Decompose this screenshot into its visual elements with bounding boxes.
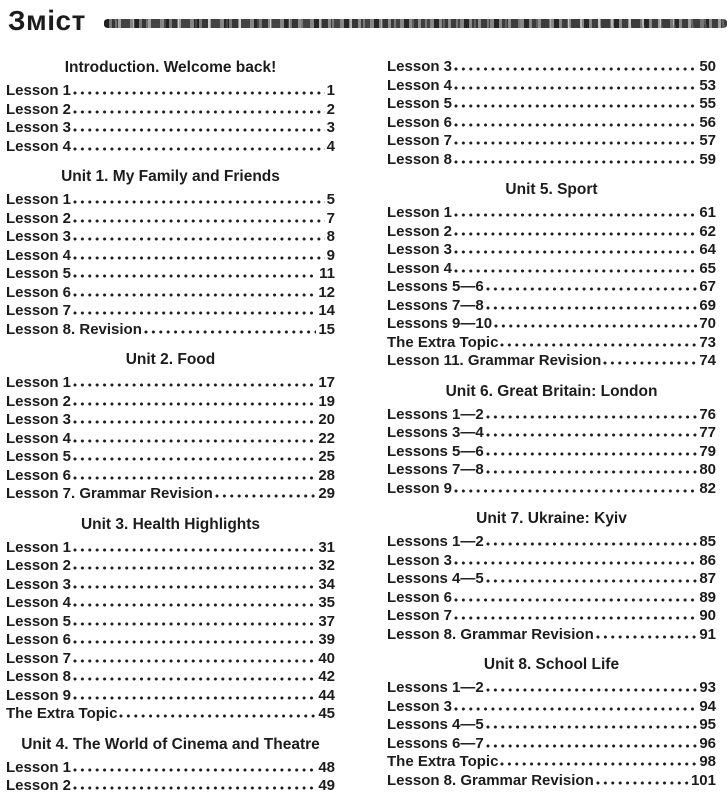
toc-entry (387, 114, 716, 133)
unit-heading: Unit 6. Great Britain: London (445, 382, 658, 400)
toc-entry-label: Lesson 2 (6, 777, 72, 794)
toc-entry-label: The Extra Topic (387, 753, 499, 770)
toc-entry (387, 260, 716, 279)
unit-heading: Unit 5. Sport (505, 181, 598, 198)
toc-entry-page: 28 (318, 466, 335, 484)
dot-leader (73, 768, 316, 772)
toc-entry-page: 53 (699, 76, 716, 94)
toc-entry (387, 132, 716, 151)
dot-leader (486, 452, 698, 456)
toc-entry-label: Lesson 3 (387, 551, 453, 569)
toc-entry-page: 31 (318, 538, 335, 556)
toc-entry (6, 613, 335, 632)
toc-entry (6, 594, 335, 613)
unit-heading: Unit 2. Food (125, 351, 216, 368)
toc-entry-label: Lessons 4—5 (387, 716, 484, 733)
dot-leader (603, 361, 697, 365)
toc-entry-page: 101 (690, 771, 716, 789)
toc-entry-label: Lessons 1—2 (387, 679, 484, 696)
toc-entry (6, 228, 335, 247)
decorative-grunge-rule (104, 19, 727, 28)
toc-entry-label: Lesson 1 (6, 374, 72, 391)
toc-entry (6, 631, 335, 650)
toc-entry-page: 77 (699, 424, 716, 441)
toc-entry-label: Lessons 7—8 (387, 296, 484, 314)
dot-leader (73, 274, 317, 278)
dot-leader (73, 585, 316, 589)
toc-entry-page: 80 (699, 461, 716, 478)
toc-entry (387, 443, 716, 462)
toc-entry-page: 59 (699, 150, 716, 168)
toc-entry-page: 9 (326, 246, 335, 264)
toc-entry (6, 210, 335, 229)
toc-entry-label: Lessons 3—4 (387, 424, 484, 441)
toc-entry (387, 753, 716, 772)
toc-entry-label: Lesson 7 (6, 649, 72, 667)
toc-entry-page: 35 (318, 594, 335, 611)
toc-entry-label: Lesson 2 (6, 392, 72, 410)
toc-entry-label: Lessons 1—2 (387, 533, 484, 550)
toc-entry-page: 64 (699, 241, 716, 258)
toc-entry-label: Lesson 6 (6, 631, 72, 648)
unit-heading: Unit 8. School Life (483, 656, 620, 673)
toc-entry-label: Lesson 3 (387, 241, 453, 258)
dot-leader (73, 677, 316, 681)
toc-entry-label: Lesson 3 (6, 575, 72, 593)
toc-entry (6, 759, 335, 778)
dot-leader (454, 269, 697, 273)
dot-leader (454, 616, 697, 620)
dot-leader (486, 744, 698, 748)
toc-entry-label: Lesson 1 (6, 758, 72, 776)
dot-leader (486, 725, 698, 729)
unit-heading: Unit 3. Health Highlights (80, 515, 261, 533)
toc-entry-page: 39 (318, 631, 335, 648)
toc-entry-label: Lesson 8. Grammar Revision (387, 625, 594, 643)
toc-entry-label: Lesson 1 (6, 82, 72, 99)
toc-entry (6, 411, 335, 430)
toc-entry-page: 50 (699, 58, 716, 75)
dot-leader (119, 714, 316, 718)
toc-entry-label: Lessons 9—10 (387, 315, 493, 332)
toc-entry-label: Lesson 4 (387, 259, 453, 277)
dot-leader (454, 250, 697, 254)
toc-entry (6, 191, 335, 210)
toc-entry-page: 29 (318, 485, 335, 502)
toc-entry (387, 58, 716, 77)
unit-heading: Unit 1. My Family and Friends (61, 168, 280, 185)
toc-entry-page: 32 (318, 557, 335, 574)
dot-leader (486, 433, 698, 437)
dot-leader (454, 67, 697, 71)
toc-entry (387, 223, 716, 242)
toc-entry (6, 539, 335, 558)
toc-entry-label: Lesson 8. Revision (6, 320, 142, 338)
toc-entry-page: 3 (326, 119, 335, 136)
toc-entry-label: Lesson 1 (6, 191, 72, 208)
dot-leader (500, 343, 697, 347)
toc-entry-label: Lesson 4 (6, 594, 72, 611)
toc-entry-label: Lesson 1 (387, 204, 453, 221)
toc-entry-page: 12 (318, 283, 335, 301)
toc-entry-label: Lesson 5 (387, 95, 453, 112)
toc-entry (387, 552, 716, 571)
toc-entry-page: 42 (318, 668, 335, 685)
toc-entry-label: Lesson 5 (6, 448, 72, 465)
toc-entry-page: 65 (699, 259, 716, 277)
toc-entry-label: Lesson 9 (387, 479, 453, 497)
toc-entry-label: Lesson 3 (6, 119, 72, 136)
dot-leader (486, 542, 698, 546)
dot-leader (486, 306, 698, 310)
toc-entry-label: Lesson 7 (387, 607, 453, 624)
page-title: Зміст (8, 5, 86, 36)
dot-leader (144, 330, 316, 334)
toc-entry-page: 93 (699, 679, 716, 696)
dot-leader (73, 128, 325, 132)
toc-entry-label: Lesson 2 (6, 557, 72, 574)
toc-entry-label: The Extra Topic (387, 333, 499, 351)
dot-leader (73, 696, 316, 700)
toc-entry-page: 22 (318, 429, 335, 447)
toc-entry-label: Lessons 7—8 (387, 461, 484, 478)
toc-entry (387, 352, 716, 371)
toc-entry (6, 777, 335, 796)
dot-leader (454, 707, 697, 711)
toc-entry-label: Lesson 1 (6, 538, 72, 556)
toc-entry-page: 73 (699, 333, 716, 351)
toc-entry-page: 87 (699, 570, 716, 587)
toc-entry (387, 95, 716, 114)
dot-leader (494, 324, 697, 328)
dot-leader (73, 147, 325, 151)
toc-columns (6, 50, 716, 796)
toc-entry-page: 94 (699, 697, 716, 715)
toc-entry (6, 668, 335, 687)
toc-entry-page: 20 (318, 411, 335, 428)
dot-leader (596, 781, 689, 785)
dot-leader (454, 561, 697, 565)
toc-entry-page: 48 (318, 758, 335, 776)
toc-entry-page: 40 (318, 649, 335, 667)
dot-leader (73, 402, 316, 406)
toc-entry-label: Lesson 6 (387, 588, 453, 606)
toc-entry-page: 69 (699, 296, 716, 314)
dot-leader (73, 603, 316, 607)
toc-entry (6, 138, 335, 157)
toc-entry (387, 772, 716, 791)
toc-entry-label: Lessons 5—6 (387, 278, 484, 295)
unit-heading: Introduction. Welcome back! (64, 59, 277, 76)
toc-entry-label: Lesson 2 (6, 100, 72, 118)
toc-entry-label: Lesson 8 (387, 150, 453, 168)
toc-entry (387, 716, 716, 735)
dot-leader (486, 415, 698, 419)
dot-leader (73, 566, 316, 570)
toc-entry (6, 687, 335, 706)
toc-entry-page: 96 (699, 734, 716, 752)
toc-entry-page: 14 (318, 302, 335, 319)
toc-entry-label: Lesson 9 (6, 686, 72, 704)
toc-entry-label: Lesson 4 (6, 137, 72, 155)
toc-entry (387, 315, 716, 334)
toc-entry-label: Lesson 5 (6, 612, 72, 630)
toc-entry-label: Lesson 7 (387, 132, 453, 149)
toc-entry (387, 334, 716, 353)
dot-leader (454, 598, 697, 602)
toc-entry (6, 101, 335, 120)
unit-heading: Unit 7. Ukraine: Kyiv (476, 510, 627, 527)
toc-entry (6, 576, 335, 595)
dot-leader (596, 635, 698, 639)
toc-entry (6, 302, 335, 321)
toc-entry-page: 85 (699, 533, 716, 550)
dot-leader (73, 786, 316, 790)
toc-entry (6, 393, 335, 412)
toc-entry-page: 57 (699, 132, 716, 149)
toc-entry (6, 485, 335, 504)
toc-entry (6, 265, 335, 284)
toc-entry-page: 4 (326, 137, 335, 155)
toc-entry-page: 95 (699, 716, 716, 733)
toc-entry (387, 151, 716, 170)
toc-entry (6, 82, 335, 101)
toc-entry-page: 89 (699, 588, 716, 606)
toc-entry (387, 278, 716, 297)
dot-leader (73, 237, 325, 241)
dot-leader (73, 200, 325, 204)
toc-entry-page: 37 (318, 612, 335, 630)
toc-entry (387, 679, 716, 698)
toc-entry (6, 430, 335, 449)
toc-entry-page: 62 (699, 222, 716, 240)
toc-entry-label: Lesson 8 (6, 668, 72, 685)
toc-entry-label: Lesson 6 (387, 113, 453, 131)
dot-leader (486, 470, 698, 474)
toc-entry-label: Lessons 1—2 (387, 405, 484, 423)
toc-entry (387, 480, 716, 499)
toc-column-right (387, 50, 716, 796)
toc-entry (387, 698, 716, 717)
dot-leader (454, 160, 697, 164)
toc-entry (6, 284, 335, 303)
toc-entry-page: 44 (318, 686, 335, 704)
toc-entry-label: Lesson 6 (6, 466, 72, 484)
toc-entry-label: Lesson 2 (6, 209, 72, 227)
toc-entry-label: Lesson 6 (6, 283, 72, 301)
toc-entry-label: Lesson 4 (6, 246, 72, 264)
toc-entry (6, 650, 335, 669)
toc-entry (387, 241, 716, 260)
dot-leader (73, 622, 316, 626)
toc-entry-page: 82 (699, 479, 716, 497)
toc-entry (6, 705, 335, 724)
toc-entry-page: 15 (318, 320, 335, 338)
toc-entry-page: 79 (699, 442, 716, 460)
toc-entry-page: 8 (326, 228, 335, 245)
toc-entry-page: 55 (699, 95, 716, 112)
dot-leader (73, 476, 316, 480)
toc-entry-label: Lesson 4 (6, 429, 72, 447)
dot-leader (215, 494, 317, 498)
toc-entry-label: Lesson 3 (387, 58, 453, 75)
toc-entry (6, 374, 335, 393)
unit-heading: Unit 4. The World of Cinema and Theatre (21, 735, 320, 753)
toc-entry-page: 5 (326, 191, 335, 208)
toc-entry-page: 19 (318, 392, 335, 410)
toc-entry (6, 448, 335, 467)
toc-entry-page: 2 (326, 100, 335, 118)
toc-entry-label: Lesson 7. Grammar Revision (6, 485, 213, 502)
toc-entry-page: 34 (318, 575, 335, 593)
dot-leader (73, 640, 316, 644)
dot-leader (454, 232, 697, 236)
toc-entry-page: 56 (699, 113, 716, 131)
toc-entry-label: Lesson 11. Grammar Revision (387, 352, 602, 369)
dot-leader (73, 548, 316, 552)
toc-entry (6, 467, 335, 486)
dot-leader (73, 383, 316, 387)
toc-entry-label: The Extra Topic (6, 705, 118, 722)
toc-entry (387, 204, 716, 223)
toc-entry (387, 589, 716, 608)
toc-entry-page: 98 (699, 753, 716, 770)
dot-leader (454, 489, 697, 493)
toc-entry-page: 74 (699, 352, 716, 369)
dot-leader (73, 311, 316, 315)
toc-entry-page: 76 (699, 405, 716, 423)
dot-leader (454, 86, 697, 90)
toc-entry-page: 25 (318, 448, 335, 465)
toc-entry-label: Lessons 4—5 (387, 570, 484, 587)
dot-leader (486, 287, 698, 291)
toc-entry-label: Lesson 5 (6, 265, 72, 282)
toc-entry-page: 91 (699, 625, 716, 643)
toc-entry-page: 70 (699, 315, 716, 332)
dot-leader (486, 579, 698, 583)
dot-leader (73, 91, 325, 95)
dot-leader (73, 219, 325, 223)
dot-leader (454, 104, 697, 108)
toc-entry-label: Lessons 6—7 (387, 734, 484, 752)
toc-entry-label: Lesson 4 (387, 76, 453, 94)
dot-leader (73, 110, 325, 114)
toc-entry-label: Lesson 3 (6, 228, 72, 245)
page-header (8, 4, 727, 38)
toc-entry-label: Lesson 3 (6, 411, 72, 428)
dot-leader (73, 457, 316, 461)
toc-entry-page: 45 (318, 705, 335, 722)
dot-leader (73, 439, 316, 443)
toc-entry (387, 626, 716, 645)
toc-entry-page: 11 (319, 265, 335, 282)
toc-entry (387, 77, 716, 96)
toc-entry (387, 570, 716, 589)
toc-entry (6, 321, 335, 340)
dot-leader (454, 141, 697, 145)
dot-leader (73, 256, 325, 260)
dot-leader (500, 762, 697, 766)
toc-entry-label: Lesson 7 (6, 302, 72, 319)
toc-entry-page: 49 (318, 777, 335, 794)
toc-entry (387, 297, 716, 316)
toc-entry-page: 61 (699, 204, 716, 221)
toc-column-left (6, 50, 335, 796)
toc-entry (387, 461, 716, 480)
toc-entry-label: Lesson 3 (387, 697, 453, 715)
toc-entry-page: 7 (326, 209, 335, 227)
dot-leader (454, 213, 697, 217)
toc-entry (387, 607, 716, 626)
toc-entry-label: Lesson 2 (387, 222, 453, 240)
toc-entry-page: 1 (326, 82, 335, 99)
toc-entry-label: Lesson 8. Grammar Revision (387, 771, 594, 789)
toc-entry-page: 67 (699, 278, 716, 295)
toc-entry (387, 735, 716, 754)
toc-entry-page: 17 (318, 374, 335, 391)
dot-leader (73, 293, 316, 297)
toc-entry-page: 86 (699, 551, 716, 569)
dot-leader (73, 420, 316, 424)
dot-leader (73, 659, 316, 663)
toc-entry (6, 119, 335, 138)
toc-entry (387, 424, 716, 443)
toc-entry (6, 557, 335, 576)
dot-leader (454, 123, 697, 127)
toc-entry-page: 90 (699, 607, 716, 624)
dot-leader (486, 688, 698, 692)
toc-entry-label: Lessons 5—6 (387, 442, 484, 460)
toc-entry (387, 406, 716, 425)
toc-entry (387, 533, 716, 552)
toc-entry (6, 247, 335, 266)
